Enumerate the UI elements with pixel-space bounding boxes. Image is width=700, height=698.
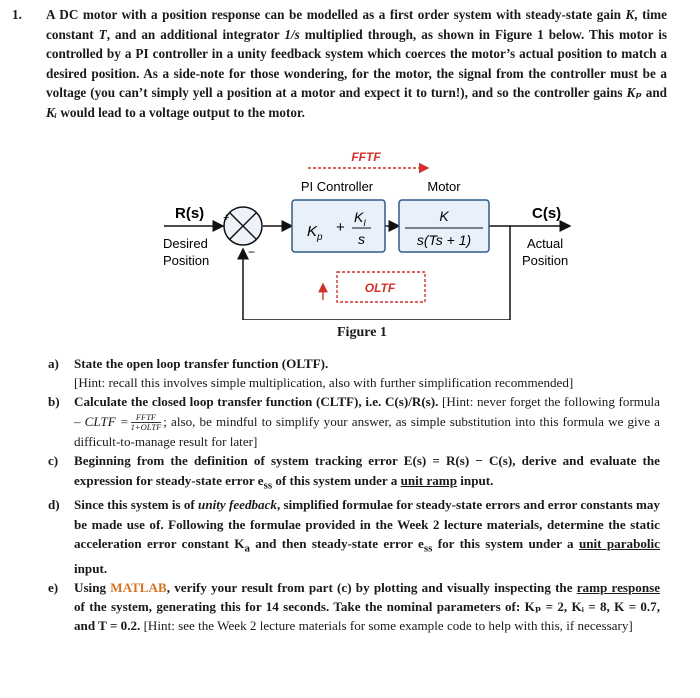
actual-label-line1: Actual — [527, 236, 564, 251]
matlab-highlight: MATLAB — [110, 579, 167, 595]
output-label: C(s) — [532, 205, 562, 222]
part-b: b) Calculate the closed loop transfer function (CLTF), i.e. C(s)/R(s). [Hint: never forget the following formula – CLTF = $\frac{\text{FFTF}}{\text{1+OLTF}}$ ; also, be mindful to simplify your answer, as simple substitution into this formula we give a difficult-to-manage result for later] — [48, 394, 660, 450]
pi-controller-label: PI Controller — [300, 179, 374, 194]
sum-plus-sign: + — [223, 212, 230, 224]
part-e: e) Using MATLAB, verify your result from part (c) by plotting and visually inspecting the ramp response of the system, generating this for 14 seconds. Take the nominal parameters of: Kₚ = 2, Kᵢ = 8, K = 0.7, and T = 0.2. [Hint: see the Week 2 lecture materials for some example code to help with this, if necessary] — [48, 579, 661, 634]
actual-label-line2: Position — [522, 253, 569, 268]
part-c: c) Beginning from the definition of system tracking error E(s) = R(s) − C(s), derive and evaluate the expression for steady-state error $e_{ss}$ of this system under a unit ramp input. — [48, 453, 660, 492]
pi-plus: + — [336, 219, 345, 236]
question-body: A DC motor with a position response can be modelled as a first order system with steady-state gain K, time constant T, and an additional integrator 1/s multiplied through, as shown in Figure 1 below. This motor is controlled by a PI controller in a unity feedback system which coerces the motor’s actual position to match a desired position. As a side-note for those wondering, for the motor, the signal from the controller must be a voltage (you can’t simply yell a position at a motor and expect it to turn!), and so the controller gains Kₚ and Kᵢ would lead to a voltage output to the motor. — [46, 7, 668, 120]
motor-denominator: s(Ts + 1) — [416, 232, 472, 248]
part-a: a) State the open loop transfer function (OLTF). [Hint: recall this involves simple multiplication, also with further simplification recommended] — [48, 356, 574, 391]
motor-label: Motor — [427, 179, 461, 194]
pi-s: s — [358, 231, 365, 247]
input-label: R(s) — [175, 205, 205, 222]
block-diagram — [0, 0, 700, 320]
motor-numerator: K — [439, 208, 449, 224]
figure-caption: Figure 1 — [337, 325, 387, 340]
pi-kp: $K_p$ — [307, 223, 323, 243]
cltf-fraction: $\frac{\text{FFTF}}{\text{1+OLTF}}$ — [130, 412, 162, 433]
fftf-label: FFTF — [351, 150, 381, 164]
question-number: 1. — [12, 7, 22, 22]
question-parts — [48, 354, 660, 635]
part-d: d) Since this system is of unity feedback, simplified formulae for steady-state errors and error constants may be made use of. Following the formulae provided in the Week 2 lecture materials, determine the static acceleration error constant $K_a$ and then steady-state error $e_{ss}$ for this system under a unit parabolic input. — [48, 497, 661, 576]
summing-junction — [224, 207, 262, 245]
desired-label-line2: Position — [163, 253, 210, 268]
oltf-label: OLTF — [364, 281, 396, 295]
sum-minus-sign: − — [248, 245, 256, 259]
desired-label-line1: Desired — [163, 236, 208, 251]
pi-ki: $K_I$ — [354, 209, 366, 228]
